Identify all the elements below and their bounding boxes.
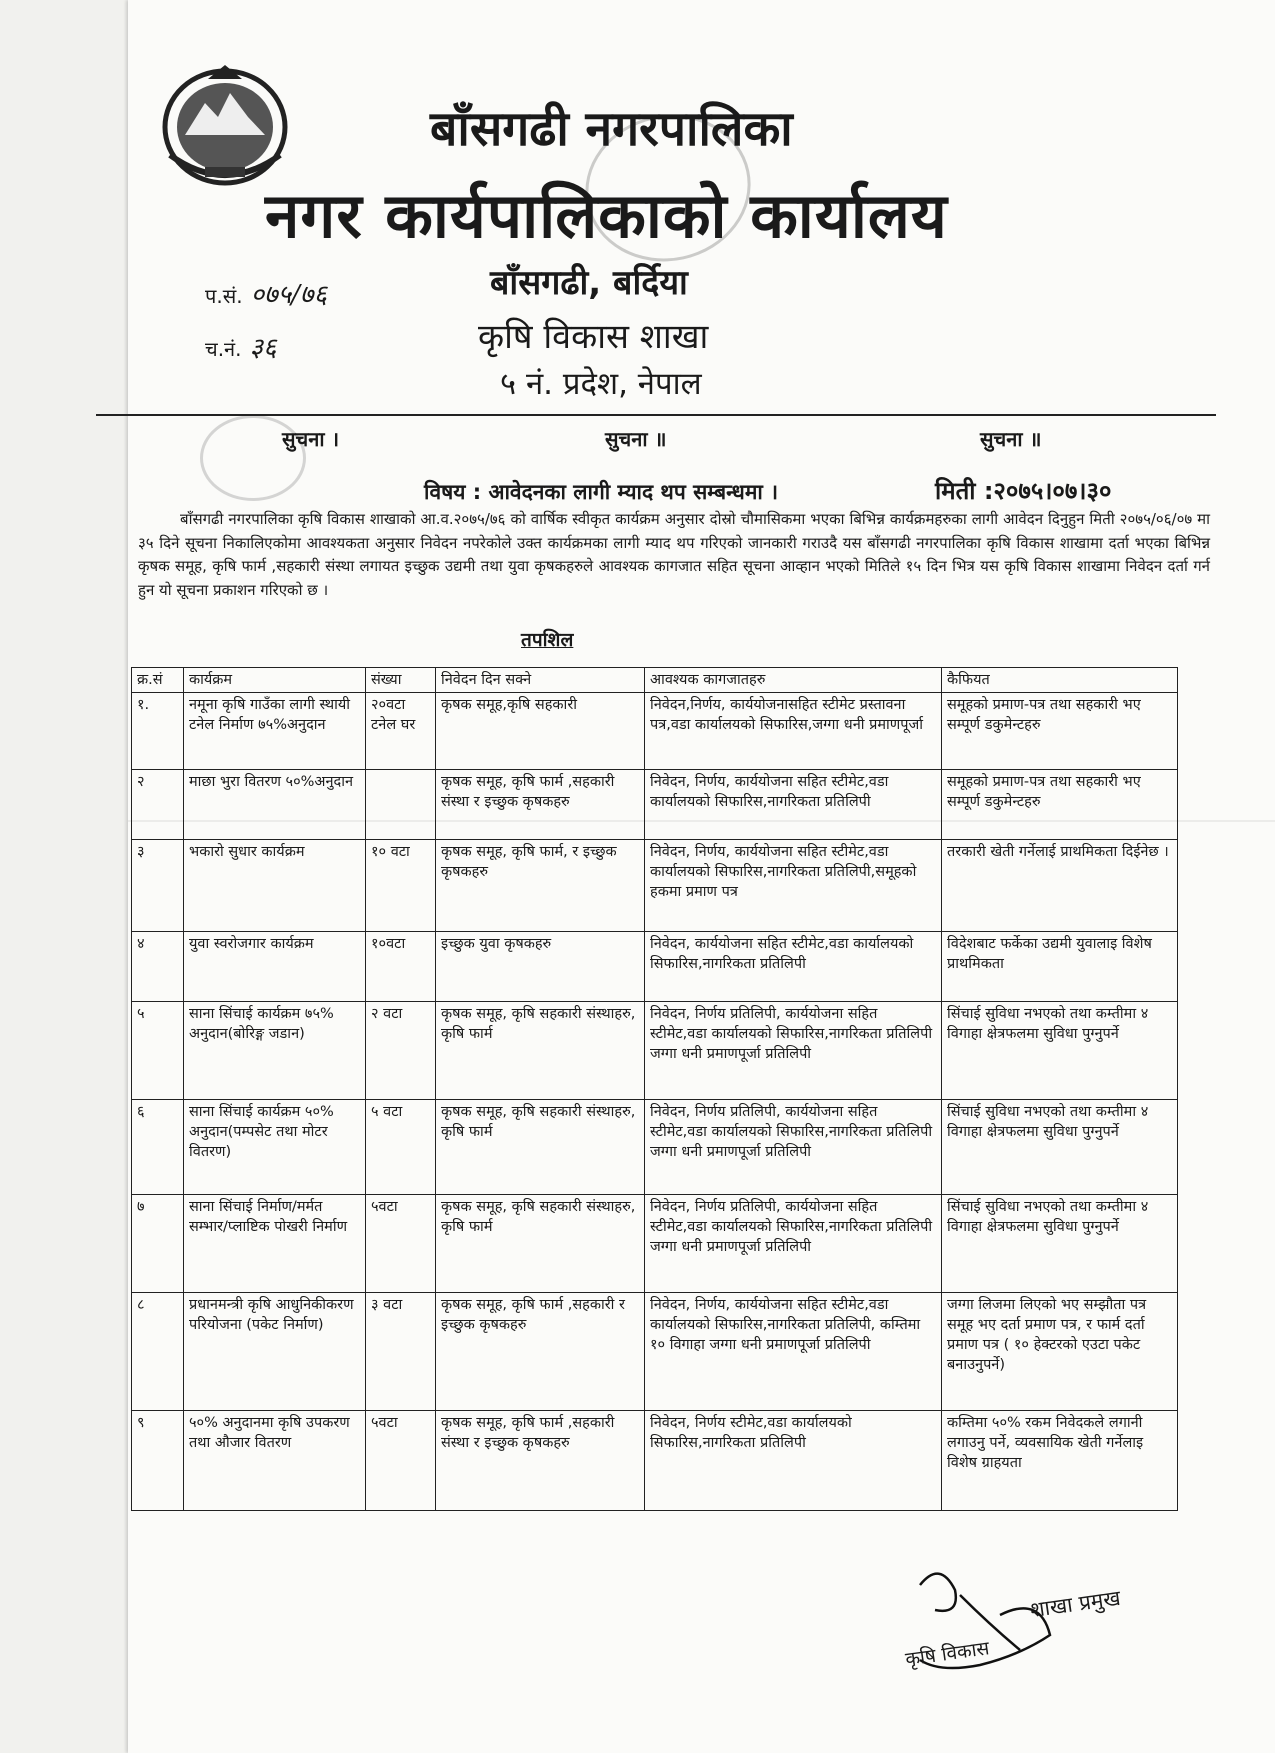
table-row (132, 1411, 1178, 1511)
table-cell: निवेदन, निर्णय, कार्ययोजना सहित स्टीमेट,वडा कार्यालयको सिफारिस,नागरिकता प्रतिलिपी (645, 770, 942, 840)
table-cell: ४ (132, 932, 184, 1002)
table-row (132, 932, 1178, 1002)
table-cell: भकारो सुधार कार्यक्रम (184, 840, 366, 932)
header-cell: क्र.सं (132, 668, 184, 693)
table-cell: ६ (132, 1100, 184, 1195)
table-cell: ५०% अनुदानमा कृषि उपकरण तथा औजार वितरण (184, 1411, 366, 1511)
table-cell: ५ वटा (366, 1100, 436, 1195)
table-cell: निवेदन, निर्णय प्रतिलिपी, कार्ययोजना सहित स्टीमेट,वडा कार्यालयको सिफारिस,नागरिकता प्रतिलिपी जग्गा धनी प्रमाणपूर्जा प्रतिलिपी (645, 1195, 942, 1293)
header-cell: संख्या (366, 668, 436, 693)
table-cell: माछा भुरा वितरण ५०%अनुदान (184, 770, 366, 840)
table-cell: ७ (132, 1195, 184, 1293)
table-cell: समूहको प्रमाण-पत्र तथा सहकारी भए सम्पूर्ण डकुमेन्टहरु (942, 770, 1178, 840)
table-cell: निवेदन, निर्णय स्टीमेट,वडा कार्यालयको सिफारिस,नागरिकता प्रतिलिपी (645, 1411, 942, 1511)
table-cell: विदेशबाट फर्केका उद्यमी युवालाइ विशेष प्राथमिकता (942, 932, 1178, 1002)
office-location: बाँसगढी, बर्दिया (490, 263, 688, 303)
table-cell: कृषक समूह, कृषि सहकारी संस्थाहरु, कृषि फार्म (436, 1002, 645, 1100)
notice-subject: विषय : आवेदनका लागी म्याद थप सम्बन्धमा । (424, 480, 779, 504)
ps-label: प.सं. (205, 284, 243, 308)
table-cell: निवेदन, निर्णय प्रतिलिपी, कार्ययोजना सहित स्टीमेट,वडा कार्यालयको सिफारिस,नागरिकता प्रतिलिपी जग्गा धनी प्रमाणपूर्जा प्रतिलिपी (645, 1100, 942, 1195)
table-cell: कृषक समूह, कृषि फार्म ,सहकारी र इच्छुक कृषकहरु (436, 1293, 645, 1411)
table-cell: कृषक समूह, कृषि सहकारी संस्थाहरु, कृषि फार्म (436, 1195, 645, 1293)
table-row (132, 840, 1178, 932)
cn-label: च.नं. (205, 337, 242, 361)
table-cell: साना सिंचाई निर्माण/मर्मत सम्भार/प्लाष्टिक पोखरी निर्माण (184, 1195, 366, 1293)
table-cell: कृषक समूह,कृषि सहकारी (436, 693, 645, 770)
table-cell: १० वटा (366, 840, 436, 932)
table-cell: नमूना कृषि गाउँका लागी स्थायी टनेल निर्माण ७५%अनुदान (184, 693, 366, 770)
table-cell: कृषक समूह, कृषि फार्म ,सहकारी संस्था र इच्छुक कृषकहरु (436, 770, 645, 840)
cn-value: ३६ (249, 333, 277, 363)
table-cell: समूहको प्रमाण-पत्र तथा सहकारी भए सम्पूर्ण डकुमेन्टहरु (942, 693, 1178, 770)
header-cell: आवश्यक कागजातहरु (645, 668, 942, 693)
table-cell: २०वटा टनेल घर (366, 693, 436, 770)
municipality-name: बाँसगढी नगरपालिका (430, 101, 793, 157)
table-cell: निवेदन,निर्णय, कार्ययोजनासहित स्टीमेट प्रस्तावना पत्र,वडा कार्यालयको सिफारिस,जग्गा धनी प्रमाणपूर्जा (645, 693, 942, 770)
notice-label-2: सुचना ॥ (605, 427, 667, 451)
table-cell: निवेदन, निर्णय, कार्ययोजना सहित स्टीमेट,वडा कार्यालयको सिफारिस,नागरिकता प्रतिलिपी, कम्तिमा १० विगाहा जग्गा धनी प्रमाणपूर्जा प्रतिलिपी (645, 1293, 942, 1411)
table-title: तपशिल (521, 629, 574, 651)
table-cell (366, 770, 436, 840)
table-cell: जग्गा लिजमा लिएको भए सम्झौता पत्र समूह भए दर्ता प्रमाण पत्र, र फार्म दर्ता प्रमाण पत्र ( १० हेक्टरको एउटा पकेट बनाउनुपर्ने) (942, 1293, 1178, 1411)
table-header-row (132, 668, 1178, 693)
table-cell: निवेदन, कार्ययोजना सहित स्टीमेट,वडा कार्यालयको सिफारिस,नागरिकता प्रतिलिपी (645, 932, 942, 1002)
table-cell: कृषक समूह, कृषि सहकारी संस्थाहरु, कृषि फार्म (436, 1100, 645, 1195)
table-cell: सिंचाई सुविधा नभएको तथा कम्तीमा ४ विगाहा क्षेत्रफलमा सुविधा पुग्नुपर्ने (942, 1100, 1178, 1195)
table-cell: तरकारी खेती गर्नेलाई प्राथमिकता दिईनेछ । (942, 840, 1178, 932)
signature-branch: कृषि विकास (904, 1637, 991, 1671)
table-cell: साना सिंचाई कार्यक्रम ७५% अनुदान(बोरिङ्ग जडान) (184, 1002, 366, 1100)
program-table (131, 667, 1178, 1511)
ps-value: ०७५/७६ (250, 280, 327, 310)
table-cell: सिंचाई सुविधा नभएको तथा कम्तीमा ४ विगाहा क्षेत्रफलमा सुविधा पुग्नुपर्ने (942, 1195, 1178, 1293)
table-cell: ९ (132, 1411, 184, 1511)
table-row (132, 693, 1178, 770)
header-cell: निवेदन दिन सक्ने (436, 668, 645, 693)
table-cell: १०वटा (366, 932, 436, 1002)
table-cell: सिंचाई सुविधा नभएको तथा कम्तीमा ४ विगाहा क्षेत्रफलमा सुविधा पुग्नुपर्ने (942, 1002, 1178, 1100)
table-row (132, 770, 1178, 840)
notice-date: मिती :२०७५।०७।३० (935, 477, 1112, 505)
notice-body: बाँसगढी नगरपालिका कृषि विकास शाखाको आ.व.२०७५/७६ को वार्षिक स्वीकृत कार्यक्रम अनुसार दोस्रो चौमासिकमा भएका बिभिन्न कार्यक्रमहरुका लागी आवेदन दिनुहुन मिती २०७५/०६/०७ मा ३५ दिने सूचना निकालिएकोमा आवश्यकता अनुसार निवेदन नपरेकोले उक्त कार्यक्रमका लागी म्याद थप गरिएको जानकारी गराउदै यस बाँसगढी नगरपालिका कृषि विकास शाखामा दर्ता भएका बिभिन्न कृषक समूह, कृषि फार्म ,सहकारी संस्था लगायत इच्छुक उद्यमी तथा युवा कृषकहरुले आवश्यक कागजात सहित सूचना आव्हान भएको मितिले १५ दिन भित्र यस कृषि विकास शाखामा निवेदन दर्ता गर्न हुन यो सूचना प्रकाशन गरिएको छ । (138, 510, 1210, 599)
table-cell: ५ (132, 1002, 184, 1100)
office-name: नगर कार्यपालिकाको कार्यालय (265, 179, 948, 252)
table-cell: कृषक समूह, कृषि फार्म, र इच्छुक कृषकहरु (436, 840, 645, 932)
table-cell: २ (132, 770, 184, 840)
ref-ps (205, 275, 327, 311)
table-cell: ३ वटा (366, 1293, 436, 1411)
table-cell: युवा स्वरोजगार कार्यक्रम (184, 932, 366, 1002)
table-cell: प्रधानमन्त्री कृषि आधुनिकीकरण परियोजना (पकेट निर्माण) (184, 1293, 366, 1411)
table-row (132, 1293, 1178, 1411)
table-cell: २ वटा (366, 1002, 436, 1100)
notice-label-3: सुचना ॥ (980, 427, 1042, 451)
signature-title: शाखा प्रमुख (1028, 1585, 1122, 1623)
branch-name: कृषि विकास शाखा (478, 317, 709, 357)
table-cell: ८ (132, 1293, 184, 1411)
table-cell: ३ (132, 840, 184, 932)
notice-label-1: सुचना । (282, 427, 340, 451)
header-divider (96, 414, 1216, 416)
table-cell: ५वटा (366, 1411, 436, 1511)
header-cell: कैफियत (942, 668, 1178, 693)
table-cell: निवेदन, निर्णय, कार्ययोजना सहित स्टीमेट,वडा कार्यालयको सिफारिस,नागरिकता प्रतिलिपी,समूहको हकमा प्रमाण पत्र (645, 840, 942, 932)
table-cell: कृषक समूह, कृषि फार्म ,सहकारी संस्था र इच्छुक कृषकहरु (436, 1411, 645, 1511)
table-row (132, 1002, 1178, 1100)
header-cell: कार्यक्रम (184, 668, 366, 693)
table-cell: ५वटा (366, 1195, 436, 1293)
table-cell: साना सिंचाई कार्यक्रम ५०% अनुदान(पम्पसेट तथा मोटर वितरण) (184, 1100, 366, 1195)
table-row (132, 1195, 1178, 1293)
table-row (132, 1100, 1178, 1195)
table-cell: कम्तिमा ५०% रकम निवेदकले लगानी लगाउनु पर्ने, व्यवसायिक खेती गर्नेलाइ विशेष ग्राहयता (942, 1411, 1178, 1511)
table-cell: १. (132, 693, 184, 770)
table-cell: निवेदन, निर्णय प्रतिलिपी, कार्ययोजना सहित स्टीमेट,वडा कार्यालयको सिफारिस,नागरिकता प्रतिलिपी जग्गा धनी प्रमाणपूर्जा प्रतिलिपी (645, 1002, 942, 1100)
province-name: ५ नं. प्रदेश, नेपाल (500, 366, 702, 402)
ref-cn (205, 328, 277, 364)
table-cell: इच्छुक युवा कृषकहरु (436, 932, 645, 1002)
